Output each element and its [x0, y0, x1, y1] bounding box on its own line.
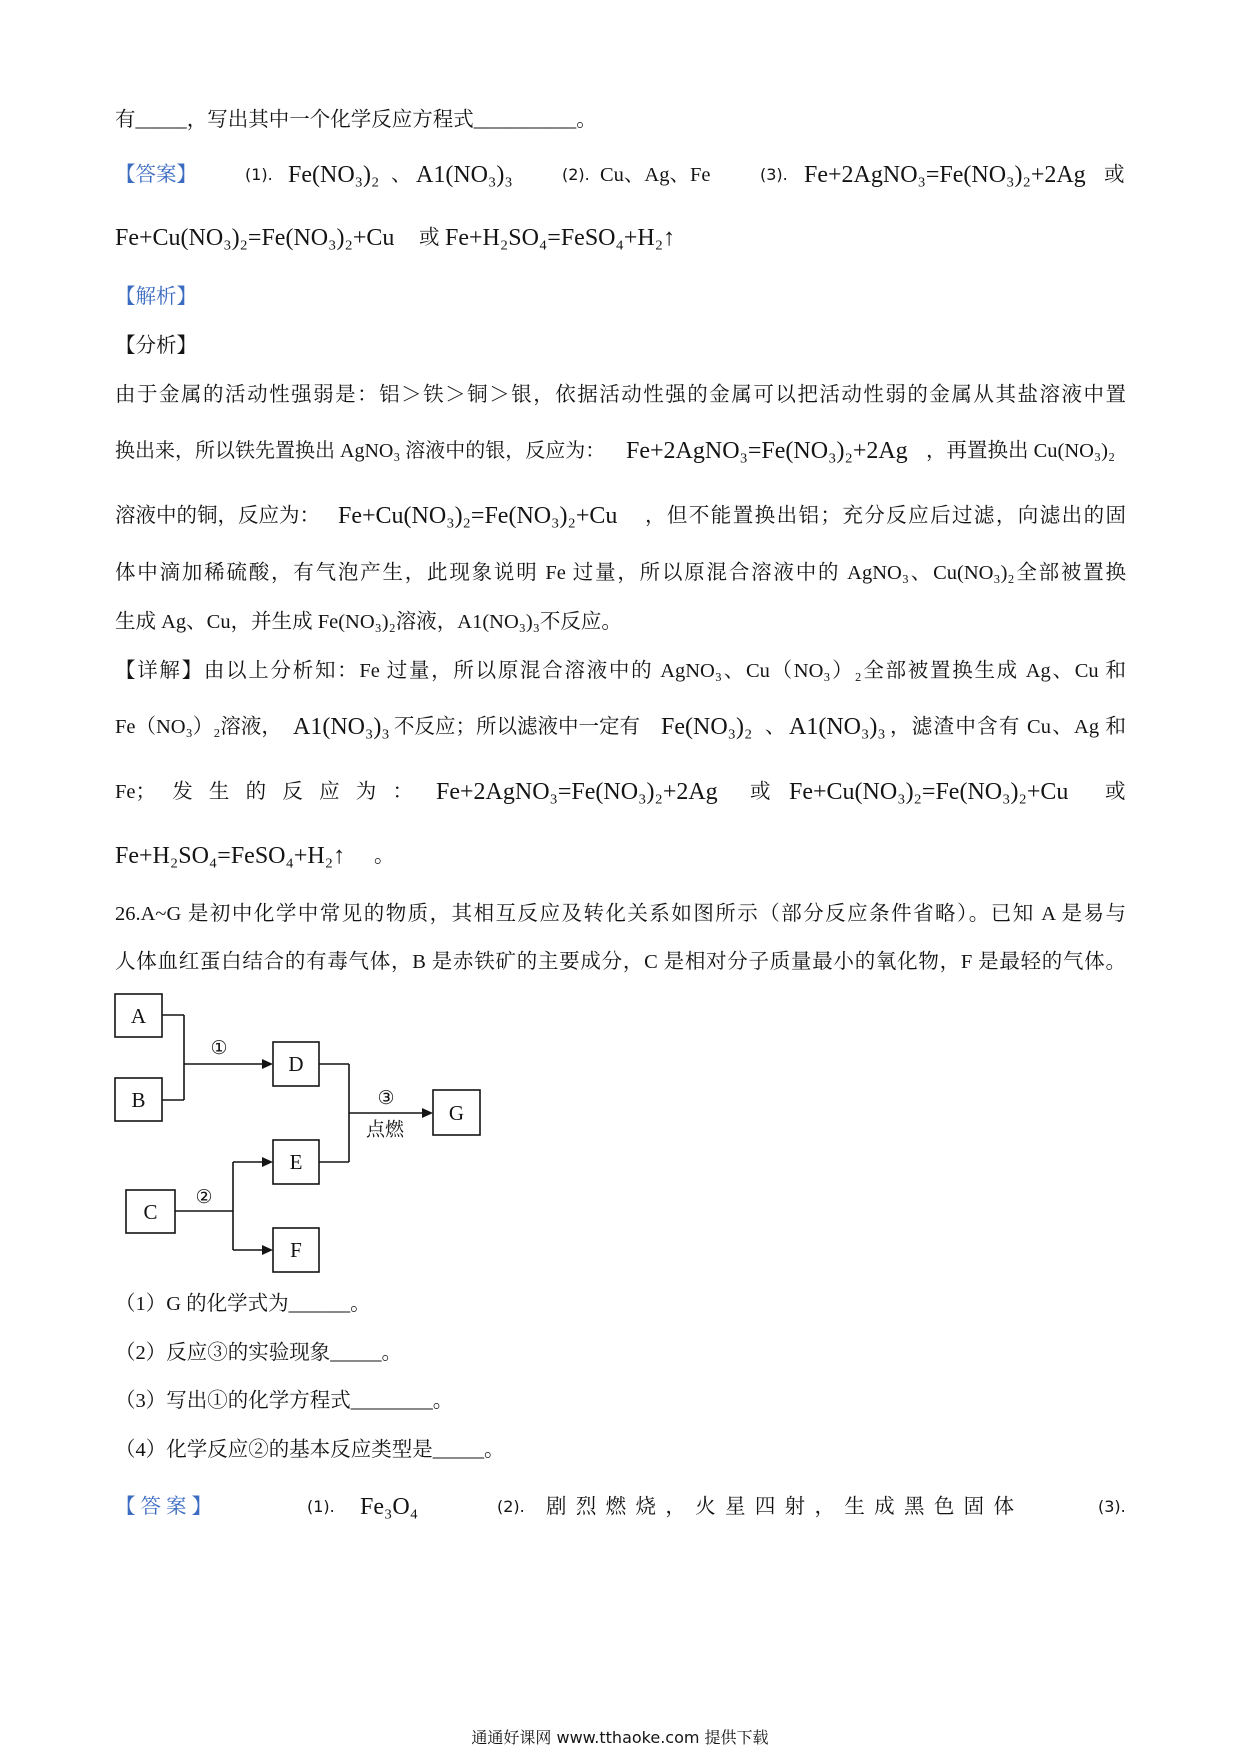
answer26-line [0, 1490, 1240, 1524]
sub-question-text: （3）写出①的化学方程式________。 [115, 1390, 454, 1412]
page-footer: 通通好课网 www.tthaoke.com 提供下载 [471, 1728, 769, 1747]
analysis-text: ，但不能置换出铝；充分反应后过滤，向滤出的固 [645, 505, 1126, 527]
answer-label: 【答案】 [115, 164, 197, 186]
analysis-label: 【分析】 [115, 335, 197, 357]
reaction-condition-label: 点燃 [365, 1119, 405, 1141]
answer25-line-2 [0, 221, 1240, 255]
equation-fe-h2so4: Fe+H₂SO₄=FeSO₄+H₂↑ [115, 843, 346, 869]
node-label-a: A [130, 1004, 147, 1028]
answer-part3-marker: (3). [760, 165, 788, 184]
equation-fe-agno3: Fe+2AgNO₃=Fe(NO₃)₂+2Ag [804, 162, 1086, 188]
node-label-b: B [131, 1088, 146, 1112]
detail-text: 【详解】由以上分析知：Fe 过量，所以原混合溶液中的 AgNO₃、Cu（NO₃）₂全部被置换生成 Ag、Cu 和 [115, 660, 1126, 682]
answer-part2-text: 剧烈燃烧，火星四射，生成黑色固体 [546, 1496, 1014, 1518]
or-word: 或 [750, 781, 771, 803]
sub-question-text: （1）G 的化学式为______。 [115, 1293, 371, 1315]
analysis-line-5 [0, 605, 1240, 639]
sub-question-text: （2）反应③的实验现象_____。 [115, 1342, 402, 1364]
reaction-label-3: ③ [377, 1087, 395, 1109]
node-label-c: C [143, 1200, 158, 1224]
q26-sub-question-2 [0, 1336, 1240, 1370]
reaction-label-1: ① [210, 1037, 228, 1059]
node-label-f: F [290, 1238, 302, 1262]
answer-part2-marker: (2). [497, 1497, 525, 1516]
analysis-text: ，再置换出 Cu(NO₃)₂ [926, 440, 1116, 462]
period-mark: 。 [374, 845, 395, 867]
q25-blank-text: 有_____，写出其中一个化学反应方程式__________。 [115, 109, 597, 131]
q26-stem-text: 人体血红蛋白结合的有毒气体，B 是赤铁矿的主要成分，C 是相对分子质量最小的氧化物，F 是最轻的气体。 [115, 951, 1126, 973]
equation-fe-cuno3: Fe+Cu(NO₃)₂=Fe(NO₃)₂+Cu [115, 225, 395, 251]
reaction-label-2: ② [195, 1186, 213, 1208]
arrowhead [262, 1245, 273, 1255]
analysis-line-3 [0, 499, 1240, 533]
detail-text: Fe（NO₃）₂溶液， [115, 716, 282, 738]
q26-sub-question-3 [0, 1384, 1240, 1418]
formula-fe-no3-2: Fe(NO₃)₂ [661, 714, 753, 740]
detail-line-4 [0, 839, 1240, 873]
analysis-line-2 [0, 434, 1240, 468]
arrowhead [262, 1059, 273, 1069]
equation-fe-h2so4: Fe+H₂SO₄=FeSO₄+H₂↑ [445, 225, 676, 251]
answer-part1-marker: (1). [245, 165, 273, 184]
answer25-line-1 [0, 158, 1240, 192]
detail-line-3 [0, 775, 1240, 809]
equation-fe-cuno3: Fe+Cu(NO₃)₂=Fe(NO₃)₂+Cu [789, 779, 1069, 805]
analysis-text: 换出来，所以铁先置换出 AgNO₃ 溶液中的银，反应为： [115, 440, 606, 462]
q26-sub-question-4 [0, 1433, 1240, 1467]
equation-fe-agno3: Fe+2AgNO₃=Fe(NO₃)₂+2Ag [626, 438, 908, 464]
answer-part3-marker: (3). [1098, 1497, 1126, 1516]
analysis-label-line [0, 329, 1240, 363]
formula-al-no3-3: A1(NO₃)₃ [416, 162, 513, 188]
answer-part2-marker: (2). [562, 165, 590, 184]
formula-fe-no3-2: Fe(NO₃)₂ [288, 162, 380, 188]
answer-part1-marker: (1). [307, 1497, 335, 1516]
or-word: 或 [1104, 164, 1125, 186]
q26-stem-line-1 [0, 897, 1240, 931]
equation-fe-cuno3: Fe+Cu(NO₃)₂=Fe(NO₃)₂+Cu [338, 503, 618, 529]
node-label-e: E [289, 1150, 303, 1174]
explanation-label-line [0, 280, 1240, 314]
analysis-line-1 [0, 378, 1240, 412]
analysis-text: 由于金属的活动性强弱是：铝＞铁＞铜＞银，依据活动性强的金属可以把活动性弱的金属从其盐溶液中置 [115, 384, 1126, 406]
detail-line-2 [0, 710, 1240, 744]
enum-separator: 、 [391, 164, 412, 186]
equation-fe-agno3: Fe+2AgNO₃=Fe(NO₃)₂+2Ag [436, 779, 718, 805]
node-label-g: G [448, 1101, 465, 1125]
or-word: 或 [419, 227, 440, 249]
reaction-diagram [100, 980, 500, 1280]
detail-text: Fe；发生的反应为： [115, 781, 413, 803]
arrowhead [262, 1157, 273, 1167]
q25-blank-line [0, 103, 1240, 137]
answer-label: 【答案】 [115, 1496, 212, 1518]
q26-stem-text: 26.A~G 是初中化学中常见的物质，其相互反应及转化关系如图所示（部分反应条件省略）。已知 A 是易与 [115, 903, 1126, 925]
answer-part2-text: Cu、Ag、Fe [600, 164, 711, 186]
detail-text: ，滤渣中含有 Cu、Ag 和 [890, 716, 1126, 738]
analysis-text: 溶液中的铜，反应为： [115, 505, 320, 527]
node-label-d: D [288, 1052, 304, 1076]
analysis-text: 体中滴加稀硫酸，有气泡产生，此现象说明 Fe 过量，所以原混合溶液中的 AgNO₃、Cu(NO₃)₂全部被置换 [115, 562, 1126, 584]
formula-fe3o4: Fe₃O₄ [360, 1494, 419, 1520]
detail-text: 不反应；所以滤液中一定有 [394, 716, 640, 738]
or-word: 或 [1105, 781, 1126, 803]
detail-line-1 [0, 654, 1240, 688]
q26-stem-line-2 [0, 945, 1240, 979]
q26-sub-question-1 [0, 1287, 1240, 1321]
analysis-line-4 [0, 556, 1240, 590]
enum-separator: 、 [765, 716, 786, 738]
formula-al-no3-3: A1(NO₃)₃ [789, 714, 886, 740]
analysis-text: 生成 Ag、Cu，并生成 Fe(NO₃)₂溶液，A1(NO₃)₃不反应。 [115, 611, 622, 633]
arrowhead [422, 1108, 433, 1118]
sub-question-text: （4）化学反应②的基本反应类型是_____。 [115, 1439, 505, 1461]
formula-al-no3-3: A1(NO₃)₃ [293, 714, 390, 740]
explanation-label: 【解析】 [115, 286, 197, 308]
